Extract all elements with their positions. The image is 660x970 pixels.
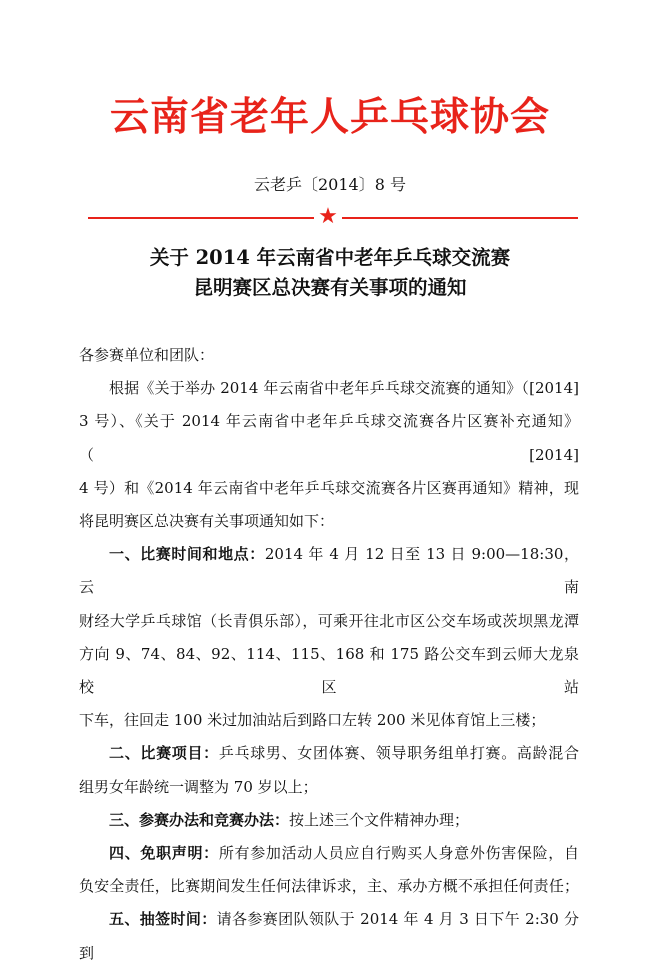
section5-line: [79, 903, 579, 969]
section4-text: 所有参加活动人员应自行购买人身意外伤害保险，自: [218, 844, 579, 863]
section5-text: 请各参赛团队领队于 2014 年 4 月 3 日下午 2:30 分到: [79, 910, 579, 962]
notice-body: [79, 339, 579, 970]
section1-line: 下车，往回走 100 米过加油站后到路口左转 200 米见体育馆上三楼；: [79, 711, 546, 730]
notice-title-line1: 关于 2014 年云南省中老年乒乓球交流赛: [149, 246, 511, 269]
section4-line: [79, 837, 579, 870]
org-title: 云南省老年人乒乓球协会: [109, 94, 550, 140]
doc-number: 云老乒〔2014〕8 号: [254, 175, 406, 194]
section5-heading: 五、抽签时间：: [109, 910, 217, 929]
intro-line: 4 号）和《2014 年云南省中老年乒乓球交流赛各片区赛再通知》精神，现: [79, 478, 579, 497]
section1-line: 财经大学乒乓球馆（长青俱乐部），可乘开往北市区公交车场或茨坝黑龙潭: [79, 611, 579, 630]
notice-title-line2: 昆明赛区总决赛有关事项的通知: [193, 276, 467, 299]
section4-heading: 四、免职声明：: [109, 844, 219, 863]
section3-heading: 三、参赛办法和竞赛办法：: [109, 810, 290, 829]
star-icon: ★: [318, 204, 338, 229]
section1-heading: 一、比赛时间和地点：: [109, 545, 265, 564]
section2-heading: 二、比赛项目：: [109, 744, 219, 763]
section1-line: 方向 9、74、84、92、114、115、168 和 175 路公交车到云师大龙泉校区站: [79, 644, 579, 697]
section4-line: 负安全责任，比赛期间发生任何法律诉求，主、承办方概不承担任何责任；: [79, 877, 579, 896]
section2-line: [79, 737, 579, 770]
divider-line-left: [88, 217, 314, 219]
notice-title: [0, 243, 660, 303]
intro-line: 将昆明赛区总决赛有关事项通知如下：: [79, 512, 335, 531]
section2-text: 乒乓球男、女团体赛、领导职务组单打赛。高龄混合: [218, 744, 579, 763]
salutation: 各参赛单位和团队：: [79, 346, 215, 364]
divider-line-right: [342, 217, 578, 219]
section1-line: [79, 538, 579, 604]
section2-line: 组男女年龄统一调整为 70 岁以上；: [79, 777, 318, 796]
red-divider: [88, 204, 578, 229]
section3-text: 按上述三个文件精神办理；: [289, 810, 470, 829]
intro-line: 3 号）、《关于 2014 年云南省中老年乒乓球交流赛各片区赛补充通知》（[2014]: [79, 412, 579, 464]
section1-text: 2014 年 4 月 12 日至 13 日 9:00—18:30，云南: [79, 545, 579, 597]
section3-line: [79, 804, 579, 837]
intro-line: 根据《关于举办 2014 年云南省中老年乒乓球交流赛的通知》（[2014]: [109, 379, 579, 398]
